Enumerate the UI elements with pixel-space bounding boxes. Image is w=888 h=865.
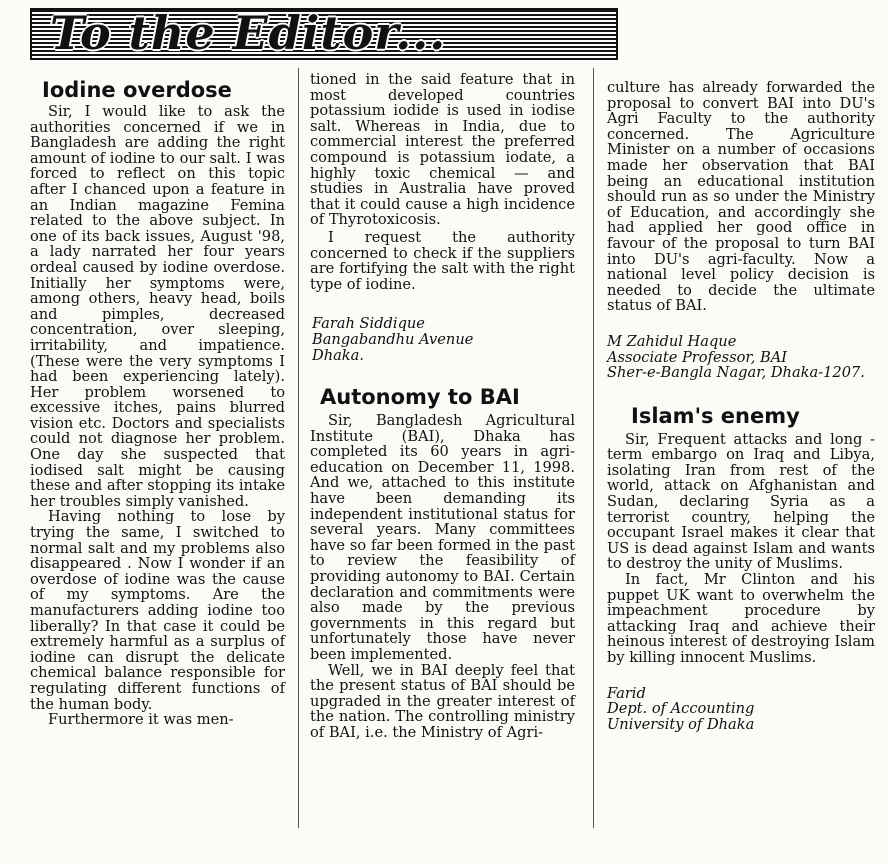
signature-line: Dhaka. bbox=[312, 346, 364, 364]
column-divider bbox=[298, 68, 299, 828]
signature bbox=[310, 316, 575, 363]
letter-paragraph: Having nothing to lose by trying the same, I switched to normal salt and my problems also disappeared . Now I wonder if an overdose of iodine was the cause of my symptoms. Are the manufacturers adding iodine too liberally? In that case it could be extremely harmful as a surplus of iodine can disrupt the delicate chemical balance responsible for regulating different functions of the human body. bbox=[30, 508, 285, 713]
column-1 bbox=[30, 77, 285, 728]
signature-line: Bangabandhu Avenue bbox=[312, 330, 474, 348]
masthead-title: To the Editor... bbox=[50, 6, 447, 60]
letter-paragraph: I request the authority concerned to check if the suppliers are fortifying the salt with the right type of iodine. bbox=[310, 228, 575, 293]
signature-name: Farid bbox=[607, 684, 646, 702]
letter-heading: Iodine overdose bbox=[42, 78, 232, 102]
letter-paragraph: culture has already forwarded the proposal to convert BAI into DU's Agri Faculty to the authority concerned. The Agriculture Minister on a number of occasions made her observation that BAI being an educational institution should run as so under the Ministry of Education, and accordingly she had applied her good office in favour of the proposal to turn BAI into DU's agri-faculty. Now a national level policy decision is needed to decide the ultimate status of BAI. bbox=[607, 79, 875, 315]
column-divider bbox=[593, 68, 594, 828]
letter-paragraph: Sir, I would like to ask the authorities concerned if we in Bangladesh are adding the right amount of iodine to our salt. I was forced to reflect on this topic after I chanced upon a feature in an Indian magazine Femina related to the above subject. In one of its back issues, August '98, a lady narrated her four years ordeal caused by iodine overdose. Initially her symptoms were, among others, heavy head, boils and pimples, decreased concentration, over sleeping, irritability, and impatience. (These were the very symptoms I had been experiencing lately). Her problem worsened to excessive itches, pains blurred vision etc. Doctors and specialists could not diagnose her problem. One day she suspected that iodised salt might be causing these and after stopping its intake her troubles simply vanished. bbox=[30, 103, 285, 510]
letter-heading: Islam's enemy bbox=[631, 403, 800, 428]
signature-line: Sher-e-Bangla Nagar, Dhaka-1207. bbox=[607, 364, 865, 382]
signature-line: Associate Professor, BAI bbox=[607, 348, 788, 366]
signature-line: University of Dhaka bbox=[607, 715, 755, 733]
signature-name: M Zahidul Haque bbox=[607, 332, 737, 350]
letter-paragraph: In fact, Mr Clinton and his puppet UK want to overwhelm the impeachment procedure by attacking Iraq and achieve their heinous interest of destroying Islam by killing innocent Muslims. bbox=[607, 571, 875, 666]
signature-line: Dept. of Accounting bbox=[607, 700, 755, 718]
column-3 bbox=[607, 80, 875, 732]
letter-paragraph: Furthermore it was men- bbox=[48, 711, 234, 729]
signature bbox=[607, 334, 875, 381]
letter-heading: Autonomy to BAI bbox=[320, 385, 520, 410]
letter-paragraph: Sir, Frequent attacks and long -term embargo on Iraq and Libya, isolating Iran from rest of the world, attack on Afghanistan and Sudan, declaring Syria as a terrorist country, helping the occupant Israel makes it clear that US is dead against Islam and wants to destroy the unity of Muslims. bbox=[607, 430, 875, 573]
letter-paragraph: Sir, Bangladesh Agricultural Institute (BAI), Dhaka has completed its 60 years in agri-education on December 11, 1998. And we, attached to this institute have been demanding its independent institutional status for several years. Many committees have so far been formed in the past to review the feasibility of providing autonomy to BAI. Certain declaration and commitments were also made by the previous governments in this regard but unfortunately those have never been implemented. bbox=[310, 412, 575, 663]
signature bbox=[607, 686, 875, 733]
letter-paragraph: tioned in the said feature that in most developed countries potassium iodide is used in iodise salt. Whereas in India, due to commercial interest the preferred compound is potassium iodate, a highly toxic chemical — and studies in Australia have proved that it could cause a high incidence of Thyrotoxicosis. bbox=[310, 71, 575, 229]
signature-name: Farah Siddique bbox=[312, 315, 425, 333]
masthead bbox=[30, 8, 618, 60]
column-2 bbox=[310, 72, 575, 741]
letter-paragraph: Well, we in BAI deeply feel that the present status of BAI should be upgraded in the greater interest of the nation. The controlling ministry of BAI, i.e. the Ministry of Agri- bbox=[310, 661, 575, 741]
